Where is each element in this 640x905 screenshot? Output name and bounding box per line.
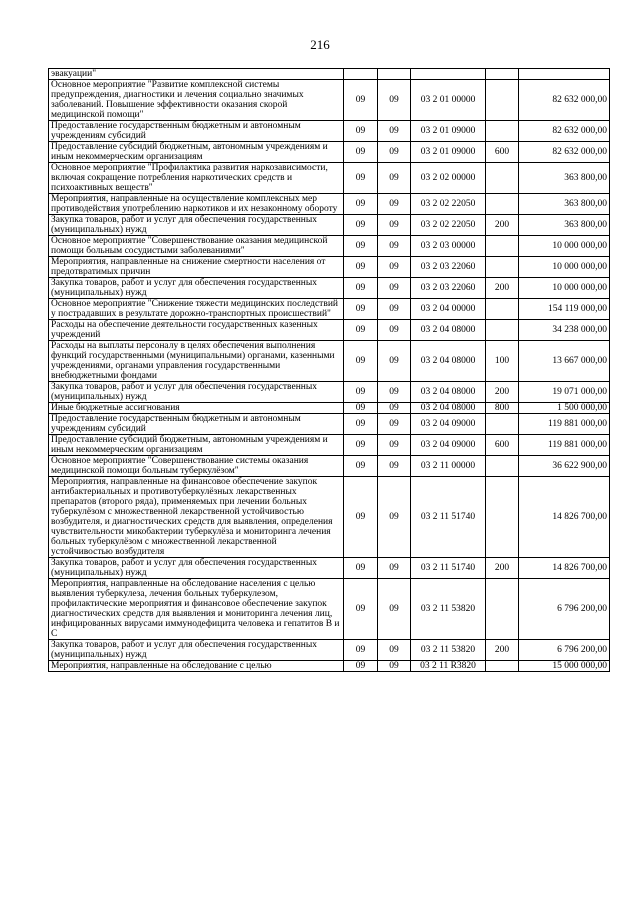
section-code-cell: 09 xyxy=(344,341,378,382)
table-row xyxy=(49,299,610,320)
table-row xyxy=(49,80,610,121)
target-article-cell: 03 2 02 00000 xyxy=(411,163,486,194)
expense-type-cell: 800 xyxy=(486,403,519,414)
table-row xyxy=(49,236,610,257)
table-row xyxy=(49,142,610,163)
section-code-cell: 09 xyxy=(344,579,378,640)
target-article-cell: 03 2 04 08000 xyxy=(411,341,486,382)
target-article-cell: 03 2 01 09000 xyxy=(411,142,486,163)
target-article-cell: 03 2 02 22050 xyxy=(411,215,486,236)
expense-type-cell xyxy=(486,163,519,194)
expense-type-cell xyxy=(486,299,519,320)
table-row xyxy=(49,320,610,341)
section-code-cell: 09 xyxy=(344,215,378,236)
table-row xyxy=(49,579,610,640)
expense-name-cell: Закупка товаров, работ и услуг для обеспечения государственных (муниципальных) нужд xyxy=(49,640,344,661)
expense-type-cell xyxy=(486,456,519,477)
expense-type-cell xyxy=(486,194,519,215)
table-row xyxy=(49,194,610,215)
expense-name-cell: эвакуации" xyxy=(49,69,344,80)
expense-type-cell: 200 xyxy=(486,278,519,299)
section-code-cell: 09 xyxy=(344,403,378,414)
amount-cell: 82 632 000,00 xyxy=(519,80,610,121)
target-article-cell: 03 2 02 22050 xyxy=(411,194,486,215)
budget-table xyxy=(48,68,610,672)
expense-name-cell: Расходы на обеспечение деятельности государственных казенных учреждений xyxy=(49,320,344,341)
subsection-code-cell: 09 xyxy=(378,435,411,456)
subsection-code-cell: 09 xyxy=(378,640,411,661)
target-article-cell: 03 2 03 22060 xyxy=(411,278,486,299)
table-row xyxy=(49,403,610,414)
subsection-code-cell: 09 xyxy=(378,194,411,215)
table-row xyxy=(49,456,610,477)
expense-type-cell xyxy=(486,414,519,435)
amount-cell: 119 881 000,00 xyxy=(519,435,610,456)
section-code-cell: 09 xyxy=(344,121,378,142)
amount-cell: 82 632 000,00 xyxy=(519,142,610,163)
expense-name-cell: Иные бюджетные ассигнования xyxy=(49,403,344,414)
amount-cell: 82 632 000,00 xyxy=(519,121,610,142)
expense-name-cell: Расходы на выплаты персоналу в целях обеспечения выполнения функций государственными (муниципальными) органами, казенными учреждениями, органами управления государственными внебюджетными фондами xyxy=(49,341,344,382)
amount-cell: 10 000 000,00 xyxy=(519,257,610,278)
subsection-code-cell: 09 xyxy=(378,382,411,403)
section-code-cell: 09 xyxy=(344,414,378,435)
expense-name-cell: Предоставление государственным бюджетным и автономным учреждениям субсидий xyxy=(49,414,344,435)
expense-name-cell: Мероприятия, направленные на обследование населения с целью выявления туберкулеза, лечения больных туберкулезом, профилактические мероприятия и финансовое обеспечение закупок диагностических средств для выявления и мониторинга лечения лиц, инфицированных вирусами иммунодефицита человека и гепатитов В и С xyxy=(49,579,344,640)
subsection-code-cell: 09 xyxy=(378,403,411,414)
page-number: 216 xyxy=(310,37,330,52)
target-article-cell: 03 2 04 08000 xyxy=(411,320,486,341)
amount-cell: 15 000 000,00 xyxy=(519,661,610,672)
amount-cell: 363 800,00 xyxy=(519,163,610,194)
target-article-cell: 03 2 04 08000 xyxy=(411,382,486,403)
expense-type-cell xyxy=(486,80,519,121)
section-code-cell: 09 xyxy=(344,320,378,341)
table-row xyxy=(49,163,610,194)
section-code-cell: 09 xyxy=(344,80,378,121)
expense-name-cell: Закупка товаров, работ и услуг для обеспечения государственных (муниципальных) нужд xyxy=(49,558,344,579)
expense-type-cell: 200 xyxy=(486,382,519,403)
expense-name-cell: Мероприятия, направленные на финансовое обеспечение закупок антибактериальных и противотуберкулёзных лекарственных препаратов (второго ряда), применяемых при лечении больных туберкулёзом с множественной лекарственной устойчивостью возбудителя, и диагностических средств для выявления, определения чувствительности микобактерии туберкулёза и мониторинга лечения больных туберкулёзом с множественной лекарственной устойчивостью возбудителя xyxy=(49,477,344,558)
subsection-code-cell xyxy=(378,69,411,80)
amount-cell: 154 119 000,00 xyxy=(519,299,610,320)
subsection-code-cell: 09 xyxy=(378,414,411,435)
table-row xyxy=(49,382,610,403)
expense-name-cell: Основное мероприятие "Профилактика развития наркозависимости, включая сокращение потребления наркотических средств и психоактивных веществ" xyxy=(49,163,344,194)
expense-type-cell: 200 xyxy=(486,558,519,579)
table-row xyxy=(49,121,610,142)
section-code-cell: 09 xyxy=(344,640,378,661)
target-article-cell: 03 2 11 R3820 xyxy=(411,661,486,672)
section-code-cell: 09 xyxy=(344,194,378,215)
expense-type-cell xyxy=(486,477,519,558)
subsection-code-cell: 09 xyxy=(378,80,411,121)
expense-type-cell xyxy=(486,579,519,640)
amount-cell xyxy=(519,69,610,80)
expense-type-cell xyxy=(486,661,519,672)
budget-table-body xyxy=(49,69,610,672)
section-code-cell: 09 xyxy=(344,142,378,163)
table-row xyxy=(49,477,610,558)
section-code-cell: 09 xyxy=(344,236,378,257)
expense-type-cell: 200 xyxy=(486,215,519,236)
section-code-cell: 09 xyxy=(344,382,378,403)
table-row xyxy=(49,661,610,672)
section-code-cell: 09 xyxy=(344,435,378,456)
expense-type-cell: 600 xyxy=(486,142,519,163)
table-row xyxy=(49,435,610,456)
expense-name-cell: Основное мероприятие "Снижение тяжести медицинских последствий у пострадавших в результате дорожно-транспортных происшествий" xyxy=(49,299,344,320)
subsection-code-cell: 09 xyxy=(378,558,411,579)
expense-name-cell: Мероприятия, направленные на осуществление комплексных мер противодействия употреблению наркотиков и их незаконному обороту xyxy=(49,194,344,215)
amount-cell: 6 796 200,00 xyxy=(519,640,610,661)
target-article-cell: 03 2 11 51740 xyxy=(411,477,486,558)
section-code-cell: 09 xyxy=(344,558,378,579)
expense-name-cell: Закупка товаров, работ и услуг для обеспечения государственных (муниципальных) нужд xyxy=(49,215,344,236)
subsection-code-cell: 09 xyxy=(378,320,411,341)
table-row xyxy=(49,640,610,661)
expense-name-cell: Мероприятия, направленные на обследование с целью xyxy=(49,661,344,672)
amount-cell: 10 000 000,00 xyxy=(519,236,610,257)
subsection-code-cell: 09 xyxy=(378,299,411,320)
target-article-cell: 03 2 04 00000 xyxy=(411,299,486,320)
amount-cell: 119 881 000,00 xyxy=(519,414,610,435)
amount-cell: 36 622 900,00 xyxy=(519,456,610,477)
amount-cell: 34 238 000,00 xyxy=(519,320,610,341)
section-code-cell: 09 xyxy=(344,299,378,320)
expense-name-cell: Мероприятия, направленные на снижение смертности населения от предотвратимых причин xyxy=(49,257,344,278)
table-row xyxy=(49,69,610,80)
expense-type-cell: 200 xyxy=(486,640,519,661)
subsection-code-cell: 09 xyxy=(378,477,411,558)
target-article-cell: 03 2 11 51740 xyxy=(411,558,486,579)
table-row xyxy=(49,278,610,299)
amount-cell: 14 826 700,00 xyxy=(519,558,610,579)
subsection-code-cell: 09 xyxy=(378,456,411,477)
expense-name-cell: Предоставление субсидий бюджетным, автономным учреждениям и иным некоммерческим организациям xyxy=(49,435,344,456)
expense-type-cell: 100 xyxy=(486,341,519,382)
section-code-cell: 09 xyxy=(344,278,378,299)
section-code-cell: 09 xyxy=(344,456,378,477)
table-row xyxy=(49,558,610,579)
section-code-cell: 09 xyxy=(344,163,378,194)
subsection-code-cell: 09 xyxy=(378,579,411,640)
target-article-cell: 03 2 04 08000 xyxy=(411,403,486,414)
target-article-cell: 03 2 11 00000 xyxy=(411,456,486,477)
expense-name-cell: Основное мероприятие "Совершенствование системы оказания медицинской помощи больным туберкулёзом" xyxy=(49,456,344,477)
subsection-code-cell: 09 xyxy=(378,341,411,382)
expense-name-cell: Закупка товаров, работ и услуг для обеспечения государственных (муниципальных) нужд xyxy=(49,382,344,403)
expense-name-cell: Предоставление государственным бюджетным и автономным учреждениям субсидий xyxy=(49,121,344,142)
expense-name-cell: Основное мероприятие "Совершенствование оказания медицинской помощи больным сосудистыми заболеваниями" xyxy=(49,236,344,257)
section-code-cell: 09 xyxy=(344,477,378,558)
section-code-cell: 09 xyxy=(344,257,378,278)
table-row xyxy=(49,257,610,278)
amount-cell: 6 796 200,00 xyxy=(519,579,610,640)
expense-name-cell: Закупка товаров, работ и услуг для обеспечения государственных (муниципальных) нужд xyxy=(49,278,344,299)
subsection-code-cell: 09 xyxy=(378,163,411,194)
target-article-cell: 03 2 11 53820 xyxy=(411,640,486,661)
target-article-cell: 03 2 03 22060 xyxy=(411,257,486,278)
target-article-cell: 03 2 01 09000 xyxy=(411,121,486,142)
amount-cell: 10 000 000,00 xyxy=(519,278,610,299)
amount-cell: 363 800,00 xyxy=(519,194,610,215)
subsection-code-cell: 09 xyxy=(378,215,411,236)
amount-cell: 19 071 000,00 xyxy=(519,382,610,403)
target-article-cell: 03 2 11 53820 xyxy=(411,579,486,640)
subsection-code-cell: 09 xyxy=(378,257,411,278)
subsection-code-cell: 09 xyxy=(378,142,411,163)
amount-cell: 14 826 700,00 xyxy=(519,477,610,558)
target-article-cell: 03 2 04 09000 xyxy=(411,435,486,456)
section-code-cell xyxy=(344,69,378,80)
expense-name-cell: Предоставление субсидий бюджетным, автономным учреждениям и иным некоммерческим организациям xyxy=(49,142,344,163)
amount-cell: 13 667 000,00 xyxy=(519,341,610,382)
amount-cell: 363 800,00 xyxy=(519,215,610,236)
section-code-cell: 09 xyxy=(344,661,378,672)
expense-type-cell xyxy=(486,121,519,142)
expense-type-cell xyxy=(486,69,519,80)
table-row xyxy=(49,414,610,435)
expense-type-cell xyxy=(486,320,519,341)
table-row xyxy=(49,215,610,236)
table-row xyxy=(49,341,610,382)
expense-type-cell xyxy=(486,257,519,278)
target-article-cell: 03 2 01 00000 xyxy=(411,80,486,121)
expense-type-cell xyxy=(486,236,519,257)
subsection-code-cell: 09 xyxy=(378,236,411,257)
subsection-code-cell: 09 xyxy=(378,278,411,299)
amount-cell: 1 500 000,00 xyxy=(519,403,610,414)
subsection-code-cell: 09 xyxy=(378,661,411,672)
subsection-code-cell: 09 xyxy=(378,121,411,142)
target-article-cell xyxy=(411,69,486,80)
target-article-cell: 03 2 03 00000 xyxy=(411,236,486,257)
target-article-cell: 03 2 04 09000 xyxy=(411,414,486,435)
expense-type-cell: 600 xyxy=(486,435,519,456)
expense-name-cell: Основное мероприятие "Развитие комплексной системы предупреждения, диагностики и лечения социально значимых заболеваний. Повышение эффективности оказания скорой медицинской помощи" xyxy=(49,80,344,121)
